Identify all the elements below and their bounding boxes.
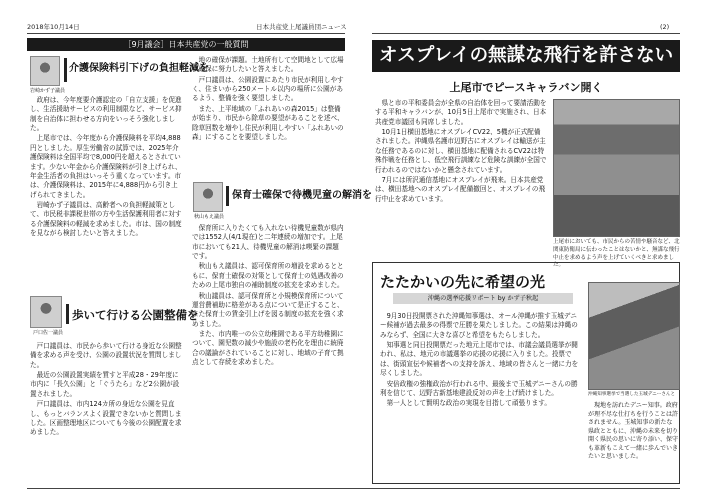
paragraph: 7月には所沢通信基地にオスプレイが飛来。日本共産党は、横田基地へのオスプレイ配備撤回と、オスプレイの飛行中止を求めています。: [375, 175, 546, 203]
rally-photo-caption: 沖縄知事選挙で当選した玉城デニーさんと: [588, 392, 676, 397]
paragraph: また、市内唯一の公立幼稚園である平方幼稚園について、園児数の減少や施設の老朽化を理由に統廃合の議論がされていることに対し、地域の子育て拠点として存続を求めました。: [192, 329, 344, 367]
article3-body: [192, 224, 344, 486]
paragraph: 岩崎かず子議員は、高齢者への負担軽減策として、市民税非課税世帯の方や生活保護利用者に対する介護保険料の軽減を求めました。市は、国の制度を見ながら検討したいと答えました。: [30, 200, 182, 238]
paragraph: 第一人として賢明な政治の実現を目指して頑張ります。: [386, 399, 551, 408]
article1-continuation: [192, 56, 344, 168]
article2-body: [30, 342, 182, 484]
paragraph: 県と市の平和委員会が全県の自治体を回って要請活動をする平和キャラバンが、10月5日上尾市で実施され、日本共産党市議団も同席しました。: [375, 99, 547, 126]
paragraph: 戸口議員は、市内124カ所の身近な公園を見直し、もっとバランスよく設置できないかと質問しました。区画整理地区についても今後の公園配置を求めました。: [30, 400, 182, 437]
issue-date: 2018年10月14日: [27, 23, 80, 31]
header-rule: [27, 33, 345, 34]
paragraph: 10月1日横田基地にオスプレイCV22、5機が正式配備されました。沖縄県名護市辺野古にオスプレイは輸送が主な任務であるのに対し、横田基地に配備されるCV22は特殊作戦を任務とし、低空飛行訓練など危険な訓練が全国で行われるのではないかと懸念されています。: [375, 128, 547, 174]
paragraph: 政府は、今年度要介護認定の「自立支援」を促進し、生活援助サービスの利用制限など、サービス抑制を自治体に担わせる方向をいっそう強化しました。: [30, 96, 182, 133]
article-headline: 歩いて行ける公園整備を: [72, 308, 199, 322]
paragraph: 秋山議員は、認可保育所と小規模保育所について運営費補助に格差がある点について是正すること、また保育士の賃金引上げを図る制度の拡充を強く求めました。: [192, 291, 344, 328]
report-band: 沖縄の選挙応援リポート by かず子秋起: [393, 293, 573, 304]
page-number: (2): [660, 23, 670, 31]
paragraph: 安倍政権の強権政治が行われる中、最後まで玉城デニーさんの勝利を信じて、辺野古新基地建設反対の声を上げ続けました。: [380, 379, 578, 397]
paragraph: また、上平地域の「ふれあいの森2015」は整備が始まり、市民から除草の要望があることを述べ、除草回数を増やし住民が利用しやすい「ふれあいの森」にすることを要望しました。: [192, 104, 344, 141]
publication-name: 日本共産党上尾議員団ニュース: [256, 23, 347, 31]
article-headline: たたかいの先に希望の光: [380, 273, 546, 291]
portrait-caption: 秋山もえ議員: [194, 214, 225, 220]
portrait-photo: [30, 56, 60, 86]
caravan-meeting-photo: [553, 99, 680, 237]
article1-body: [30, 96, 182, 292]
paragraph: 9月30日投開票された沖縄知事選は、オール沖縄が推す玉城デニー候補が過去最多の得票で圧勝を果たしました。この結果は沖縄のみならず、全国に大きな喜びと希望をもたらしました。: [380, 312, 578, 339]
paragraph: 現地を訪れたデニー知事。政府が理不尽な仕打ちを行うことは許されません。玉城知事の新たな県政とともに、沖縄の未来を切り開く県民の思いに寄り添い、保守も革新もこえて一緒に歩んでいきたいと思いました。: [588, 402, 679, 461]
paragraph: 上尾市においても、市民からの苦情や騒音など、北関東防衛局に伝わったことはないかと、無謀な飛行中止を求めるよう声を上げていくべきと求めました。: [553, 239, 680, 269]
paragraph: 最近の公園設置実績を質すと平成28・29年度に市内に「長久公園」と「ぐうたら」など2公園が設置されました。: [30, 371, 180, 398]
portrait-caption: 戸口佐一議員: [33, 330, 64, 336]
header-rule-right: [372, 33, 680, 34]
headline-bar: [226, 186, 229, 206]
bottom-rule: [27, 488, 680, 489]
okinawa-body: [380, 312, 580, 480]
paragraph: 知事選と同日投開票だった地元上尾市では、市議会議員選挙が闘われ、私は、地元の市議選挙の応援の応援に入りました。投票では、街頭宣伝や候補者への支持を訴え、地域の皆さんと一緒に力を尽くしました。: [380, 341, 579, 378]
portrait-photo: [193, 182, 223, 212]
caravan-body: [375, 99, 547, 245]
section-title: ［9月議会］日本共産党の一般質問: [27, 38, 345, 51]
article-headline: 保育士確保で待機児童の解消を: [232, 190, 372, 201]
paragraph: 戸口議員は、公園設置にあたり市民が利用しやすく、住まいから250メートル以内の場所に公園があるよう、整備を強く要望しました。: [192, 75, 344, 103]
article-headline: 介護保険料引下げの負担軽減を: [69, 63, 209, 74]
paragraph: 地の確保が課題。土地所有して空間地として広場の確保に努力したいと答えました。: [192, 56, 344, 74]
rally-photo: [588, 282, 680, 390]
headline-bar: [64, 58, 67, 82]
headline-bar: [66, 304, 69, 324]
sub-headline: 上尾市でピースキャラバン開く: [449, 81, 603, 94]
paragraph: 秋山もえ議員は、認可保育所の増設を求めるとともに、保育士確保の対策として保育士の処遇改善のための上尾市独自の補助制度の拡充を求めました。: [192, 262, 344, 290]
main-headline: オスプレイの無謀な飛行を許さない: [372, 40, 680, 72]
caravan-photo-caption: [553, 239, 680, 269]
paragraph: 戸口議員は、市民から歩いて行ける身近な公園整備を求める声を受け、公園の設置状況を質問しました。: [30, 342, 182, 369]
portrait-caption: 岩崎かず子議員: [30, 88, 66, 94]
rally-side-text: [588, 402, 678, 482]
paragraph: 上尾市では、今年度から介護保険料を平均4,888円としました。厚生労働省の試算では、2025年介護保険料は全国平均で8,000円を超えるとされています。少ない年金から介護保険料が引き上げられ、年金生活者の負担はいっそう重くなっています。市は、介護保険料は、2015年に4,888円から引き上げられてきました。: [30, 134, 182, 199]
paragraph: 保育所に入りたくても入れない待機児童数が県内では1552人(4/1現在)と二年連続の増加です。上尾市においても21人、待機児童の解消は喫緊の課題です。: [192, 224, 344, 261]
portrait-photo: [30, 296, 62, 328]
